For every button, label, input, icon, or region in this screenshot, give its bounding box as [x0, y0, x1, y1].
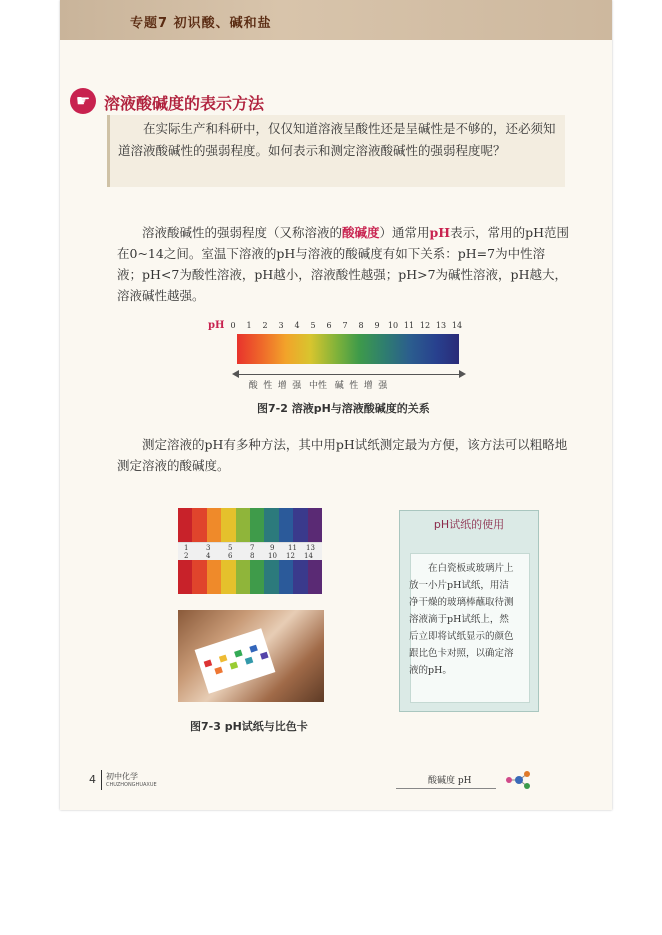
footer-book-pinyin: CHUZHONGHUAXUE [106, 782, 157, 788]
molecule-icon [505, 770, 533, 790]
strip-number: 9 [270, 544, 275, 552]
footer-divider [101, 770, 102, 790]
ph-tick: 3 [278, 321, 284, 330]
ph-tick: 2 [262, 321, 268, 330]
strip-color-block [264, 508, 278, 542]
axis-word-neutral: 中性 [308, 381, 327, 391]
axis-word: 性 [349, 381, 359, 391]
strip-number: 7 [250, 544, 255, 552]
side-box-text: 在白瓷板或玻璃片上放一小片pH试纸，用洁净干燥的玻璃棒蘸取待测溶液滴于pH试纸上，然后立即将试纸显示的颜色跟比色卡对照，以确定溶液的pH。 [409, 563, 514, 676]
strip-number: 6 [228, 552, 233, 560]
axis-word: 碱 [334, 381, 344, 391]
card-swatch [204, 660, 213, 668]
strip-color-block [192, 560, 206, 594]
axis-word: 酸 [248, 381, 258, 391]
ph-tick: 9 [374, 321, 380, 330]
strip-color-row-bottom [178, 560, 322, 594]
term-acidity: 酸碱度 [342, 225, 380, 240]
strip-number: 14 [304, 552, 313, 560]
strip-number: 11 [288, 544, 297, 552]
strip-number: 3 [206, 544, 211, 552]
ph-tick: 13 [435, 321, 447, 330]
footer-keywords: 酸碱度 pH [428, 776, 472, 786]
para1-before: 溶液酸碱性的强弱程度（又称溶液的 [142, 225, 343, 240]
term-ph: pH [429, 225, 451, 240]
axis-word: 增 [277, 381, 287, 391]
arrow-right-icon [459, 370, 466, 378]
ph-tick: 12 [419, 321, 431, 330]
strip-color-block [221, 508, 235, 542]
strip-color-block [264, 560, 278, 594]
strip-number: 1 [184, 544, 189, 552]
ph-tick: 10 [387, 321, 399, 330]
ph-tick: 4 [294, 321, 300, 330]
strip-number: 2 [184, 552, 189, 560]
header-band [60, 0, 612, 40]
axis-word: 强 [292, 381, 302, 391]
card-swatch [249, 645, 258, 653]
axis-word: 增 [363, 381, 373, 391]
card-swatch [219, 655, 228, 663]
color-comparison-card [195, 628, 276, 693]
strip-color-block [207, 560, 221, 594]
card-swatch [230, 662, 239, 670]
chapter-title: 专题7 初识酸、碱和盐 [130, 16, 272, 31]
strip-color-block [279, 560, 293, 594]
strip-number: 10 [268, 552, 277, 560]
figure-7-3-caption: 图7-3 pH试纸与比色卡 [190, 720, 308, 733]
strip-numbers [178, 543, 322, 560]
ph-color-chart-strip [178, 508, 322, 594]
card-swatch [260, 652, 269, 660]
strip-color-block [279, 508, 293, 542]
strip-color-block [221, 560, 235, 594]
strip-number: 5 [228, 544, 233, 552]
strip-color-block [178, 508, 192, 542]
ph-tick: 6 [326, 321, 332, 330]
ph-tick: 14 [451, 321, 463, 330]
ph-tick: 1 [246, 321, 252, 330]
ph-tick: 5 [310, 321, 316, 330]
strip-number: 8 [250, 552, 255, 560]
strip-color-block [178, 560, 192, 594]
pointing-hand-icon: ☛ [70, 88, 96, 114]
para1-after: 表示，常用的pH范围在0~14之间。室温下溶液的pH与溶液的酸碱度有如下关系：pH=7为中性溶液；pH<7为酸性溶液，pH越小，溶液酸性越强；pH>7为碱性溶液，pH越大，溶液碱性越强。 [117, 225, 570, 303]
footer-book-title: 初中化学 [106, 772, 138, 781]
intro-text: 在实际生产和科研中，仅仅知道溶液呈酸性还是呈碱性是不够的，还必须知道溶液酸碱性的强弱程度。如何表示和测定溶液酸碱性的强弱程度呢？ [118, 121, 556, 158]
ph-tick: 11 [403, 321, 415, 330]
ph-tick: 7 [342, 321, 348, 330]
strip-number: 13 [306, 544, 315, 552]
strip-number: 4 [206, 552, 211, 560]
strip-color-block [293, 560, 307, 594]
axis-word: 强 [378, 381, 388, 391]
paragraph-ph-testing: 测定溶液的pH有多种方法，其中用pH试纸测定最为方便，该方法可以粗略地测定溶液的酸碱度。 [117, 437, 568, 473]
ph-tick: 8 [358, 321, 364, 330]
page-number: 4 [89, 773, 96, 786]
footer-line [396, 788, 496, 789]
strip-color-block [308, 508, 322, 542]
strip-color-block [236, 560, 250, 594]
strip-color-block [192, 508, 206, 542]
figure-7-2-caption: 图7-2 溶液pH与溶液酸碱度的关系 [257, 402, 430, 415]
card-swatch [245, 657, 254, 665]
strip-color-block [250, 560, 264, 594]
strip-color-block [207, 508, 221, 542]
strip-color-block [308, 560, 322, 594]
strip-color-block [250, 508, 264, 542]
strip-color-block [293, 508, 307, 542]
axis-word: 性 [263, 381, 273, 391]
ph-axis-line [237, 374, 459, 375]
card-swatch [214, 667, 223, 675]
ph-scale-label: pH [208, 320, 225, 331]
side-box-title: pH试纸的使用 [433, 518, 505, 531]
strip-color-block [236, 508, 250, 542]
ph-color-gradient-bar [237, 334, 459, 364]
para1-mid: ）通常用 [379, 225, 430, 240]
strip-color-row-top [178, 508, 322, 542]
paragraph-ph-definition [117, 222, 569, 306]
ph-tick: 0 [230, 321, 236, 330]
ph-test-photo [178, 610, 324, 702]
section-title: 溶液酸碱度的表示方法 [104, 94, 265, 113]
card-swatch [234, 650, 243, 658]
ph-scale-ticks [210, 320, 470, 334]
ph-axis-words [246, 378, 456, 391]
strip-number: 12 [286, 552, 295, 560]
section-heading [70, 88, 560, 114]
